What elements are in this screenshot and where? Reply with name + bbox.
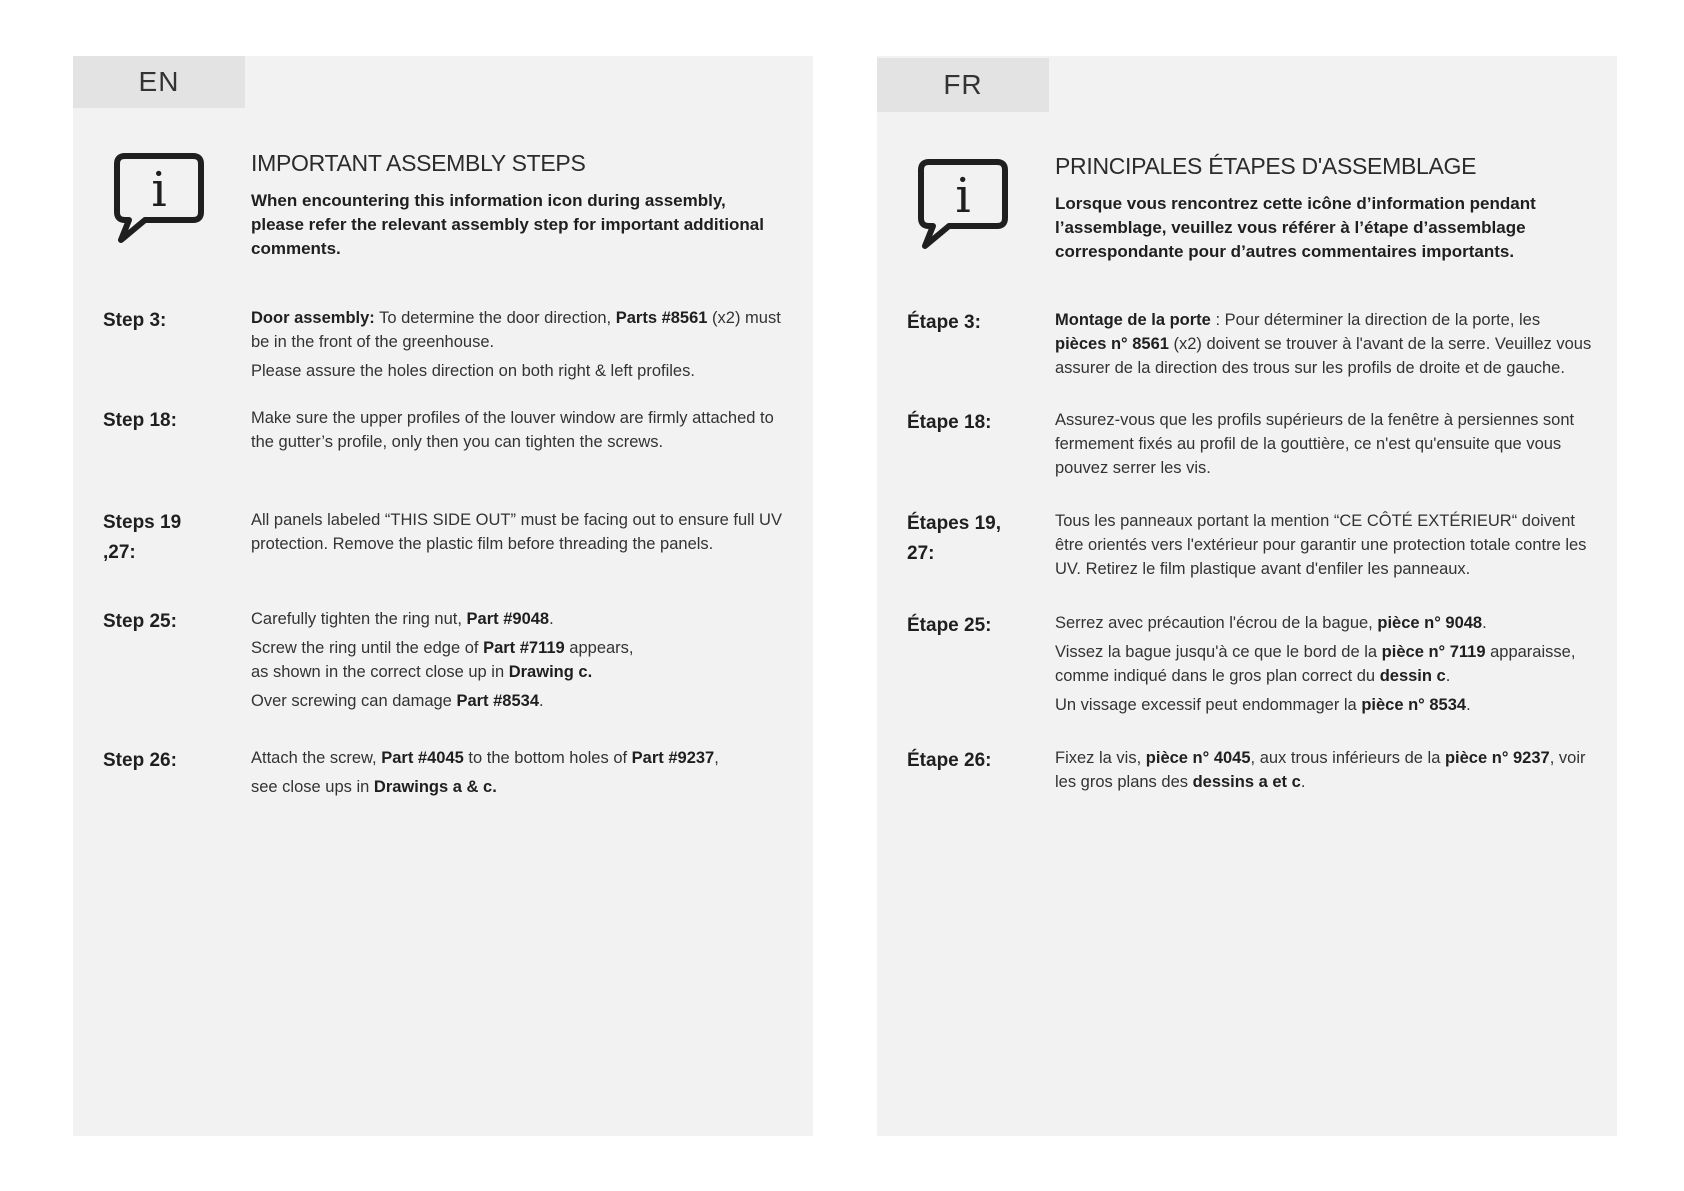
step-paragraph bbox=[251, 306, 791, 354]
step-label: Step 25: bbox=[103, 611, 177, 632]
intro-text: When encountering this information icon during assembly, please refer the relevant assembly step for important additional comments. bbox=[251, 191, 764, 258]
part-reference: pièces n° 8561 bbox=[1055, 335, 1169, 353]
step-text: Tous les panneaux portant la mention “CE CÔTÉ EXTÉRIEUR“ doivent être orientés vers l'extérieur pour garantir une protection totale contre les UV. Retirez le film plastique avant d'enfiler les panneaux. bbox=[1055, 512, 1587, 578]
step-text: . bbox=[1445, 667, 1451, 685]
step-body bbox=[1055, 611, 1595, 722]
step-text: . bbox=[549, 610, 554, 628]
info-speech-bubble-icon bbox=[111, 150, 207, 246]
step-paragraph bbox=[1055, 408, 1595, 480]
step-text: Fixez la vis, bbox=[1055, 749, 1146, 767]
step-text: , aux trous inférieurs de la bbox=[1250, 749, 1445, 767]
step-body bbox=[251, 746, 791, 804]
language-tab-en: EN bbox=[73, 56, 245, 108]
step-text: (x2) doivent se trouver à l'avant de la serre. Veuillez vous assurer de la direction des trous sur les profils de droite et de gauche. bbox=[1055, 335, 1592, 377]
part-reference: pièce n° 9237 bbox=[1444, 749, 1550, 767]
part-reference: dessins a et c bbox=[1192, 773, 1301, 791]
step-text: Serrez avec précaution l'écrou de la bague, bbox=[1055, 614, 1378, 632]
part-reference: Montage de la porte bbox=[1055, 311, 1211, 329]
step-text: : Pour déterminer la direction de la porte, les bbox=[1210, 311, 1541, 329]
step-text: Assurez-vous que les profils supérieurs de la fenêtre à persiennes sont fermement fixés au profil de la gouttière, ce n'est qu'ensuite que vous pouvez serrer les vis. bbox=[1055, 411, 1575, 477]
step-paragraph bbox=[1055, 611, 1595, 635]
step-paragraph bbox=[1055, 640, 1595, 688]
part-reference: Door assembly: bbox=[251, 309, 375, 327]
step-text: Make sure the upper profiles of the louver window are firmly attached to the gutter’s profile, only then you can tighten the screws. bbox=[251, 409, 774, 451]
step-paragraph bbox=[251, 746, 791, 770]
step-body bbox=[251, 306, 791, 388]
step-paragraph bbox=[251, 636, 651, 684]
part-reference: Parts #8561 bbox=[615, 309, 708, 327]
step-paragraph bbox=[251, 689, 651, 713]
step-body bbox=[1055, 509, 1595, 586]
step-paragraph bbox=[251, 359, 791, 383]
intro-block bbox=[1055, 153, 1585, 264]
svg-text:i: i bbox=[151, 162, 167, 218]
step-paragraph bbox=[251, 406, 791, 454]
panel-en bbox=[73, 56, 813, 1136]
part-reference: pièce n° 8534 bbox=[1361, 696, 1467, 714]
step-label: Étape 26: bbox=[907, 750, 992, 771]
step-text: Please assure the holes direction on both right & left profiles. bbox=[251, 362, 695, 380]
panel-fr bbox=[877, 56, 1617, 1136]
part-reference: dessin c bbox=[1379, 667, 1446, 685]
intro-block bbox=[251, 150, 781, 261]
part-reference: pièce n° 4045 bbox=[1145, 749, 1251, 767]
step-text: Over screwing can damage bbox=[251, 692, 457, 710]
step-body bbox=[1055, 308, 1595, 385]
part-reference: Part #9237 bbox=[631, 749, 715, 767]
step-body bbox=[251, 508, 791, 561]
step-paragraph bbox=[1055, 509, 1595, 581]
step-label: Étape 18: bbox=[907, 412, 992, 433]
step-paragraph bbox=[1055, 308, 1595, 380]
language-tab-fr: FR bbox=[877, 58, 1049, 112]
step-text: see close ups in bbox=[251, 778, 374, 796]
step-paragraph bbox=[251, 607, 651, 631]
step-text: Vissez la bague jusqu'à ce que le bord de la bbox=[1055, 643, 1382, 661]
step-text: appears, as shown in the correct close up in bbox=[251, 639, 634, 681]
part-reference: Part #7119 bbox=[483, 639, 565, 657]
part-reference: Drawing c. bbox=[508, 663, 593, 681]
step-text: . bbox=[1466, 696, 1471, 714]
step-text: All panels labeled “THIS SIDE OUT” must be facing out to ensure full UV protection. Remove the plastic film before threading the panels. bbox=[251, 511, 782, 553]
step-body bbox=[1055, 746, 1595, 799]
step-label: Step 18: bbox=[103, 410, 177, 431]
part-reference: pièce n° 9048 bbox=[1377, 614, 1483, 632]
intro-text: Lorsque vous rencontrez cette icône d’information pendant l’assemblage, veuillez vous référer à l’étape d’assemblage correspondante pour d’autres commentaires importants. bbox=[1055, 194, 1536, 261]
step-paragraph bbox=[1055, 746, 1595, 794]
page-title: IMPORTANT ASSEMBLY STEPS bbox=[251, 150, 586, 176]
step-paragraph bbox=[251, 775, 791, 799]
step-text: , bbox=[714, 749, 719, 767]
part-reference: pièce n° 7119 bbox=[1381, 643, 1486, 661]
step-label: Étape 25: bbox=[907, 615, 992, 636]
step-label: Step 26: bbox=[103, 750, 177, 771]
step-body bbox=[251, 607, 651, 718]
step-text: . bbox=[1300, 773, 1306, 791]
step-text: (x2) must be in the front of the greenhouse. bbox=[251, 309, 781, 351]
step-text: apparaisse, comme indiqué dans le gros plan correct du bbox=[1055, 643, 1576, 685]
step-text: Carefully tighten the ring nut, bbox=[251, 610, 467, 628]
step-label: Étape 3: bbox=[907, 312, 981, 333]
step-text: . bbox=[539, 692, 544, 710]
part-reference: Part #9048 bbox=[466, 610, 550, 628]
step-text: . bbox=[1482, 614, 1487, 632]
part-reference: Part #8534 bbox=[456, 692, 540, 710]
step-paragraph bbox=[251, 508, 791, 556]
step-paragraph bbox=[1055, 693, 1595, 717]
step-label: Step 3: bbox=[103, 310, 167, 331]
step-text: Attach the screw, bbox=[251, 749, 382, 767]
svg-text:i: i bbox=[955, 168, 971, 224]
part-reference: Drawings a & c. bbox=[373, 778, 497, 796]
step-body bbox=[1055, 408, 1595, 485]
step-body bbox=[251, 406, 791, 459]
step-text: Un vissage excessif peut endommager la bbox=[1055, 696, 1362, 714]
info-speech-bubble-icon bbox=[915, 156, 1011, 252]
part-reference: Part #4045 bbox=[381, 749, 464, 767]
step-label: Étapes 19, 27: bbox=[907, 513, 1001, 564]
step-text: Screw the ring until the edge of bbox=[251, 639, 484, 657]
step-text: , voir les gros plans des bbox=[1055, 749, 1586, 791]
step-text: to the bottom holes of bbox=[463, 749, 632, 767]
step-text: To determine the door direction, bbox=[374, 309, 616, 327]
step-label: Steps 19 ,27: bbox=[103, 512, 182, 563]
page-title: PRINCIPALES ÉTAPES D'ASSEMBLAGE bbox=[1055, 153, 1477, 179]
